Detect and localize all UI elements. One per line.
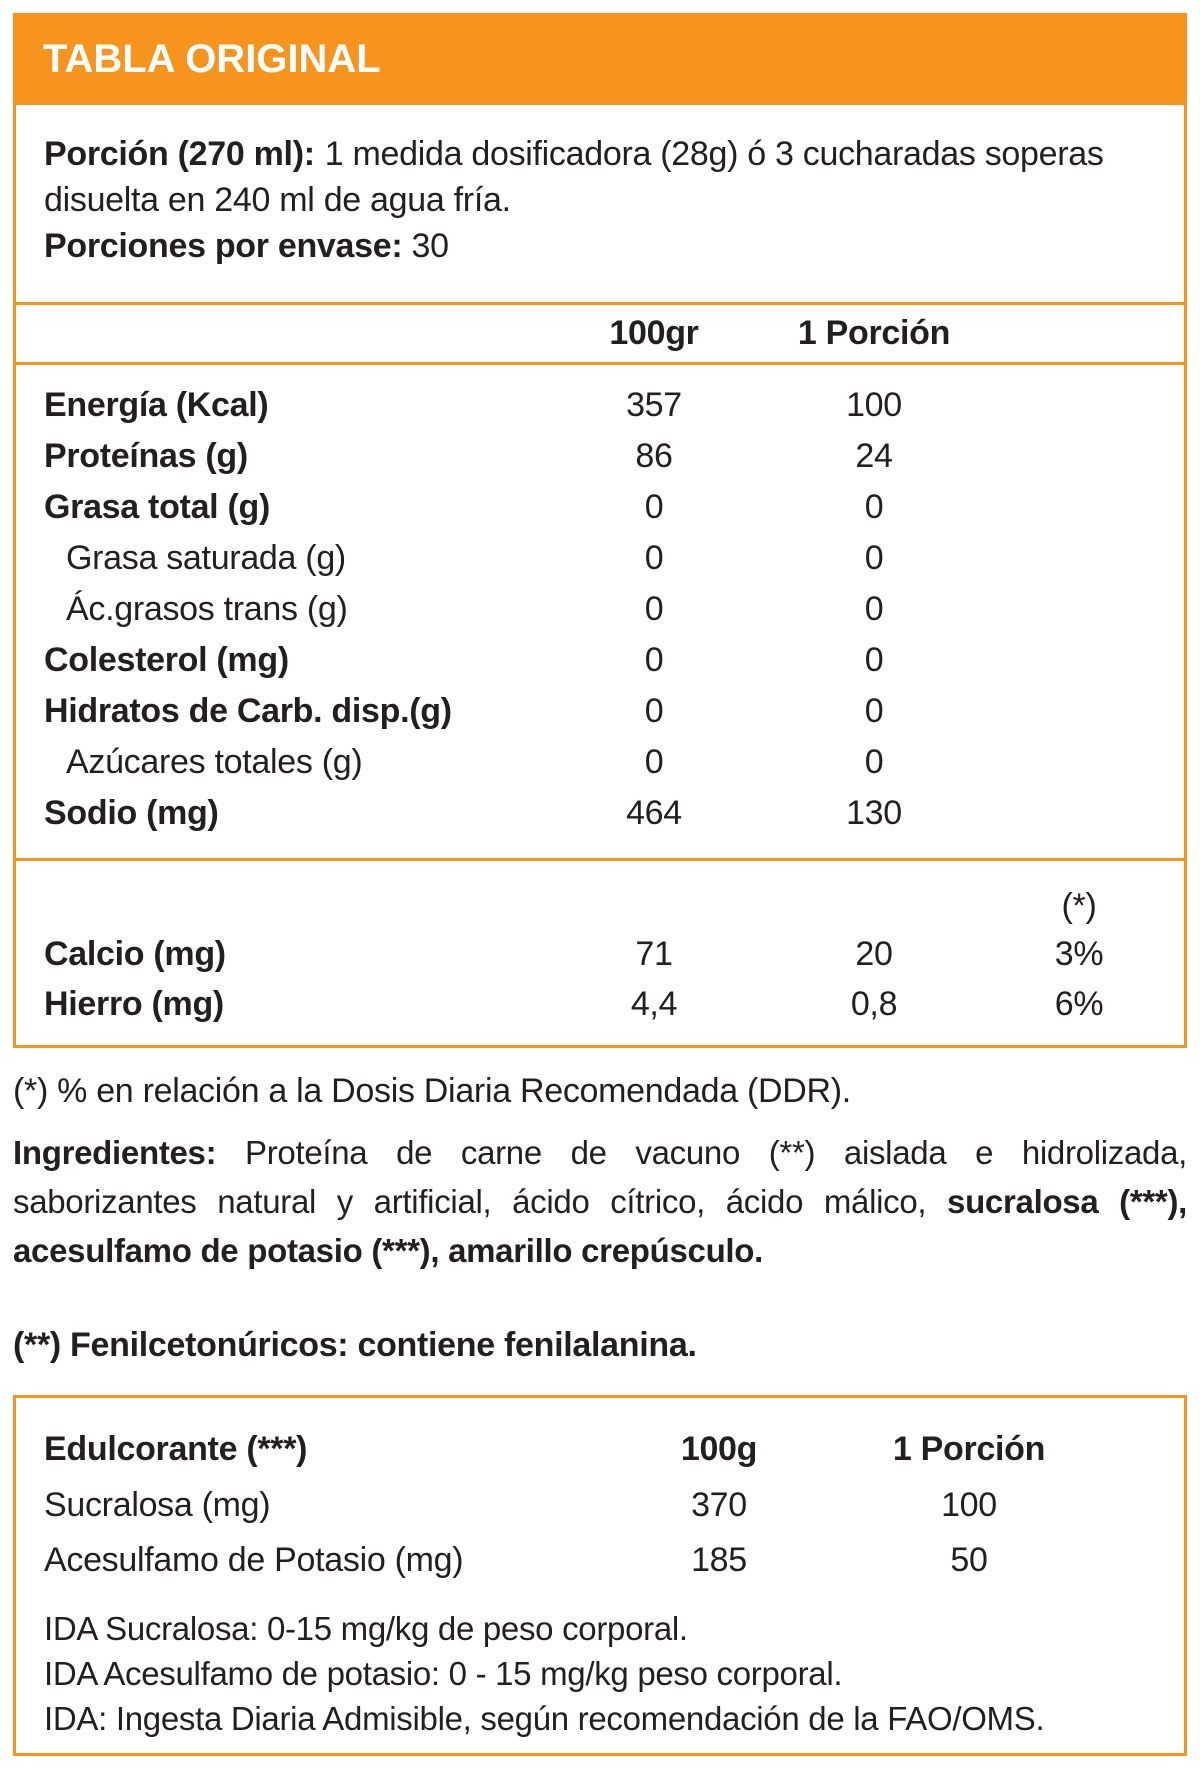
nutrient-label: Ác.grasos trans (g) <box>66 590 348 628</box>
value-100gr: 0 <box>644 743 664 781</box>
col-header-porcion: 1 Porción <box>892 1429 1046 1468</box>
nutrient-label: Grasa total (g) <box>44 488 270 526</box>
nutrient-label: Energía (Kcal) <box>44 386 269 424</box>
minerals-section <box>16 858 1184 1029</box>
value-100gr: 0 <box>644 539 664 577</box>
serving-size-label: Porción (270 ml): <box>44 135 315 173</box>
value-100gr: 0 <box>644 692 664 730</box>
ddr-header-row <box>16 883 1184 929</box>
main-nutrition-table <box>13 105 1187 1048</box>
nutrient-label: Calcio (mg) <box>44 934 226 973</box>
value-ddr-percent: 3% <box>1054 934 1104 973</box>
table-row <box>16 737 1184 788</box>
value-porcion: 24 <box>855 437 893 475</box>
col-header-100g: 100g <box>680 1429 758 1468</box>
value-porcion: 130 <box>846 794 902 832</box>
nutrient-label: Azúcares totales (g) <box>66 743 363 781</box>
nutrient-label: Grasa saturada (g) <box>66 539 346 577</box>
value-100gr: 464 <box>626 794 682 832</box>
sweetener-label: Sucralosa (mg) <box>44 1486 271 1524</box>
value-100gr: 0 <box>644 590 664 628</box>
nutrient-label: Sodio (mg) <box>44 794 219 832</box>
ddr-header: (*) <box>1061 886 1097 925</box>
servings-per-container-label: Porciones por envase: <box>44 227 403 265</box>
value-100gr: 4,4 <box>630 984 678 1023</box>
sweetener-table-title: Edulcorante (***) <box>44 1429 308 1468</box>
table-row <box>16 533 1184 584</box>
value-porcion: 0 <box>864 590 884 628</box>
table-row <box>16 584 1184 635</box>
value-porcion: 0 <box>864 641 884 679</box>
value-100g: 370 <box>691 1486 747 1524</box>
value-porcion: 100 <box>846 386 902 424</box>
serving-size-line <box>44 131 1154 223</box>
serving-size-text: 1 medida dosificadora (28g) ó 3 cucharadas soperas disuelta en 240 ml de agua fría. <box>44 135 1104 219</box>
page-title: TABLA ORIGINAL <box>43 36 381 81</box>
col-header-100gr: 100gr <box>609 314 699 352</box>
table-row <box>16 686 1184 737</box>
value-100gr: 86 <box>635 437 673 475</box>
ingredients-paragraph <box>13 1128 1187 1275</box>
value-porcion: 0 <box>864 743 884 781</box>
ingredients-label: Ingredientes: <box>13 1134 217 1171</box>
sweetener-header-row <box>16 1420 1184 1478</box>
ddr-footnote: (*) % en relación a la Dosis Diaria Recomendada (DDR). <box>13 1072 851 1110</box>
value-porcion: 0,8 <box>850 984 898 1023</box>
value-porcion: 100 <box>941 1486 997 1524</box>
ida-note-line: IDA Sucralosa: 0-15 mg/kg de peso corporal. <box>44 1610 688 1647</box>
nutrient-label: Colesterol (mg) <box>44 641 289 679</box>
value-100gr: 0 <box>644 641 664 679</box>
table-row <box>16 482 1184 533</box>
ida-note-line: IDA Acesulfamo de potasio: 0 - 15 mg/kg peso corporal. <box>44 1655 843 1692</box>
table-row <box>16 431 1184 482</box>
table-row <box>16 1533 1184 1588</box>
value-porcion: 50 <box>950 1541 988 1579</box>
nutrient-label: Proteínas (g) <box>44 437 248 475</box>
sweetener-label: Acesulfamo de Potasio (mg) <box>44 1541 464 1579</box>
value-porcion: 20 <box>855 934 893 973</box>
table-row <box>16 788 1184 839</box>
column-header-row <box>16 302 1184 362</box>
table-row <box>16 979 1184 1029</box>
nutrient-label: Hidratos de Carb. disp.(g) <box>44 692 452 730</box>
ingredients-sweeteners-bold: sucralosa (***), acesulfamo de potasio (***), amarillo crepúsculo. <box>13 1183 1188 1269</box>
nutrient-rows-section <box>16 362 1184 858</box>
ida-notes <box>16 1606 1184 1741</box>
value-100gr: 0 <box>644 488 664 526</box>
value-porcion: 0 <box>864 692 884 730</box>
sweetener-table <box>13 1395 1187 1756</box>
value-porcion: 0 <box>864 539 884 577</box>
value-porcion: 0 <box>864 488 884 526</box>
table-row <box>16 929 1184 979</box>
servings-per-container-line <box>44 223 1154 269</box>
ingredients-text: Proteína de carne de vacuno (**) aislada e hidrolizada, saborizantes natural y artificial, ácido cítrico, ácido málico, <box>13 1134 1187 1220</box>
value-100gr: 71 <box>635 934 673 973</box>
title-band <box>13 13 1187 105</box>
phenylketonurics-note: (**) Fenilcetonúricos: contiene fenilalanina. <box>13 1326 697 1364</box>
table-row <box>16 635 1184 686</box>
servings-per-container-value: 30 <box>411 227 449 265</box>
nutrient-label: Hierro (mg) <box>44 984 224 1023</box>
value-100gr: 357 <box>626 386 682 424</box>
value-100g: 185 <box>691 1541 747 1579</box>
table-row <box>16 1478 1184 1533</box>
serving-info-section <box>16 105 1184 302</box>
col-header-porcion: 1 Porción <box>797 314 951 352</box>
table-row <box>16 380 1184 431</box>
value-ddr-percent: 6% <box>1054 984 1104 1023</box>
ida-note-line: IDA: Ingesta Diaria Admisible, según recomendación de la FAO/OMS. <box>44 1700 1045 1737</box>
